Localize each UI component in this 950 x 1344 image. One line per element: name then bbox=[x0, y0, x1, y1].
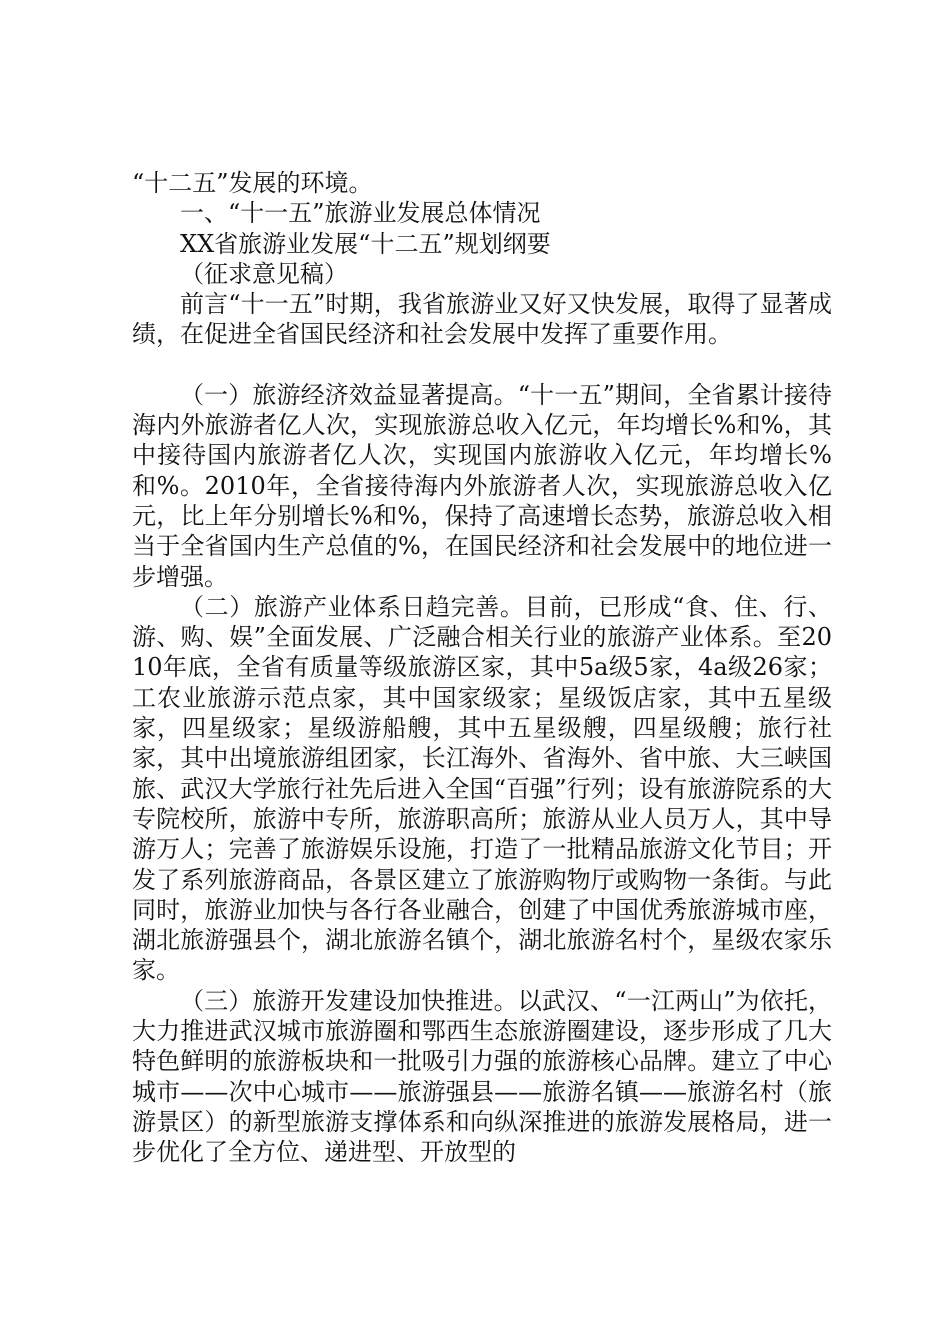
paragraph-industry-system: （二）旅游产业体系日趋完善。目前，已形成“食、住、行、游、购、娱”全面发展、广泛融合相关行业的旅游产业体系。至2010年底，全省有质量等级旅游区家，其中5a级5家，4a级26家；工农业旅游示范点家，其中国家级家；星级饭店家，其中五星级家，四星级家；星级游船艘，其中五星级艘，四星级艘；旅行社家，其中出境旅游组团家，长江海外、省海外、省中旅、大三峡国旅、武汉大学旅行社先后进入全国“百强”行列；设有旅游院系的大专院校所，旅游中专所，旅游职高所；旅游从业人员万人，其中导游万人；完善了旅游娱乐设施，打造了一批精品旅游文化节目；开发了系列旅游商品，各景区建立了旅游购物厅或购物一条街。与此同时，旅游业加快与各行各业融合，创建了中国优秀旅游城市座，湖北旅游强县个，湖北旅游名镇个，湖北旅游名村个，星级农家乐家。 bbox=[132, 592, 832, 985]
paragraph-economic-benefits: （一）旅游经济效益显著提高。“十一五”期间，全省累计接待海内外旅游者亿人次，实现旅游总收入亿元，年均增长%和%，其中接待国内旅游者亿人次，实现国内旅游收入亿元，年均增长%和%。2010年，全省接待海内外旅游者人次，实现旅游总收入亿元，比上年分别增长%和%，保持了高速增长态势，旅游总收入相当于全省国内生产总值的%，在国民经济和社会发展中的地位进一步增强。 bbox=[132, 380, 832, 591]
paragraph-spacer bbox=[132, 350, 832, 380]
draft-note: （征求意见稿） bbox=[180, 259, 348, 288]
document-page bbox=[132, 168, 832, 1168]
preface-paragraph: 前言“十一五”时期，我省旅游业又好又快发展，取得了显著成绩，在促进全省国民经济和社会发展中发挥了重要作用。 bbox=[132, 290, 832, 349]
document-title: XX省旅游业发展“十二五”规划纲要 bbox=[180, 229, 551, 258]
env-heading: “十二五”发展的环境。 bbox=[132, 169, 373, 197]
section-one-heading: 一、“十一五”旅游业发展总体情况 bbox=[180, 199, 541, 228]
paragraph-development-construction: （三）旅游开发建设加快推进。以武汉、“一江两山”为依托，大力推进武汉城市旅游圈和鄂西生态旅游圈建设，逐步形成了几大特色鲜明的旅游板块和一批吸引力强的旅游核心品牌。建立了中心城市——次中心城市——旅游强县——旅游名镇——旅游名村（旅游景区）的新型旅游支撑体系和向纵深推进的旅游发展格局，进一步优化了全方位、递进型、开放型的 bbox=[132, 986, 832, 1167]
